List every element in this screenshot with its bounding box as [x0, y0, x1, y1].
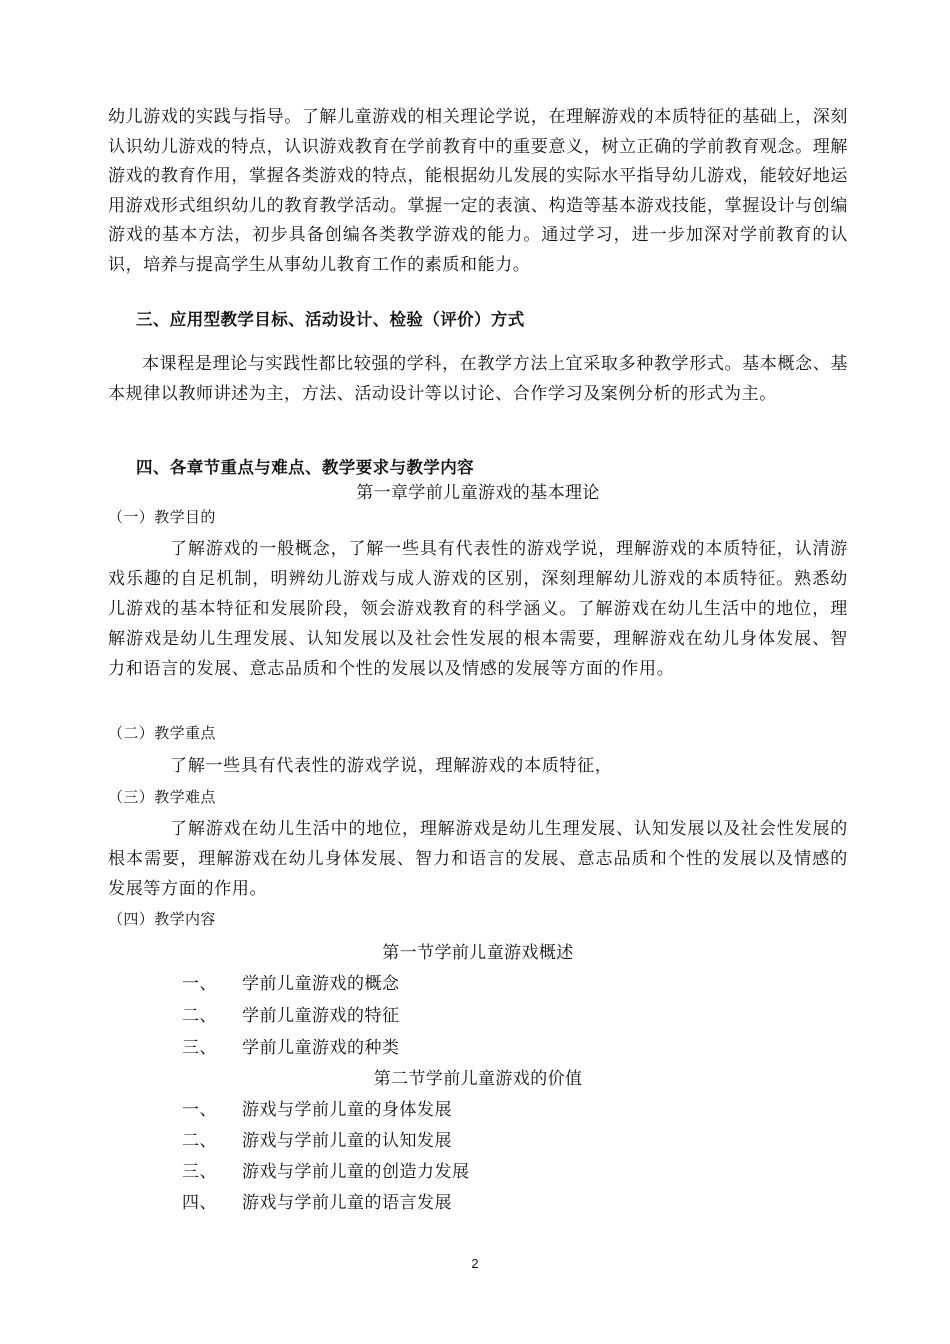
difficulty-text: 了解游戏在幼儿生活中的地位，理解游戏是幼儿生理发展、认知发展以及社会性发展的根本需要，理解游戏在幼儿身体发展、智力和语言的发展、意志品质和个性的发展以及情感的发展等方面的作用。	[108, 819, 848, 899]
list-item: 二、 学前儿童游戏的特征	[182, 1006, 400, 1026]
goal-text: 了解游戏的一般概念，了解一些具有代表性的游戏学说，理解游戏的本质特征，认清游戏乐趣的自足机制，明辨幼儿游戏与成人游戏的区别，深刻理解幼儿游戏的本质特征。熟悉幼儿游戏的基本特征和发展阶段，领会游戏教育的科学涵义。了解游戏在幼儿生活中的地位，理解游戏是幼儿生理发展、认知发展以及社会性发展的根本需要，理解游戏在幼儿身体发展、智力和语言的发展、意志品质和个性的发展以及情感的发展等方面的作用。	[108, 539, 848, 679]
content-label: （四）教学内容	[108, 910, 216, 928]
list-item: 一、 学前儿童游戏的概念	[182, 974, 400, 994]
list-item: 二、 游戏与学前儿童的认知发展	[182, 1131, 452, 1151]
chapter-title: 第一章学前儿童游戏的基本理论	[356, 483, 600, 503]
section-4-heading: 四、各章节重点与难点、教学要求与教学内容	[136, 458, 474, 477]
page-number: 2	[471, 1256, 479, 1271]
section-3-body: 本课程是理论与实践性都比较强的学科，在教学方法上宜采取多种教学形式。基本概念、基本规律以教师讲述为主，方法、活动设计等以讨论、合作学习及案例分析的形式为主。	[108, 354, 848, 404]
goal-label: （一）教学目的	[108, 508, 216, 526]
list-item: 三、 游戏与学前儿童的创造力发展	[182, 1162, 470, 1182]
key-text: 了解一些具有代表性的游戏学说，理解游戏的本质特征，	[170, 756, 613, 776]
list-item: 一、 游戏与学前儿童的身体发展	[182, 1100, 452, 1120]
key-label: （二）教学重点	[108, 724, 216, 742]
difficulty-label: （三）教学难点	[108, 788, 216, 806]
list-item: 三、 学前儿童游戏的种类	[182, 1038, 400, 1058]
section-1-title: 第一节学前儿童游戏概述	[382, 943, 574, 963]
section-2-title: 第二节学前儿童游戏的价值	[373, 1069, 583, 1089]
section-3-heading: 三、应用型教学目标、活动设计、检验（评价）方式	[136, 310, 525, 329]
intro-paragraph: 幼儿游戏的实践与指导。了解儿童游戏的相关理论学说，在理解游戏的本质特征的基础上，深刻认识幼儿游戏的特点，认识游戏教育在学前教育中的重要意义，树立正确的学前教育观念。理解游戏的教育作用，掌握各类游戏的特点，能根据幼儿发展的实际水平指导幼儿游戏，能较好地运用游戏形式组织幼儿的教育教学活动。掌握一定的表演、构造等基本游戏技能，掌握设计与创编游戏的基本方法，初步具备创编各类教学游戏的能力。通过学习，进一步加深对学前教育的认识，培养与提高学生从事幼儿教育工作的素质和能力。	[108, 107, 848, 275]
list-item: 四、 游戏与学前儿童的语言发展	[182, 1193, 452, 1213]
